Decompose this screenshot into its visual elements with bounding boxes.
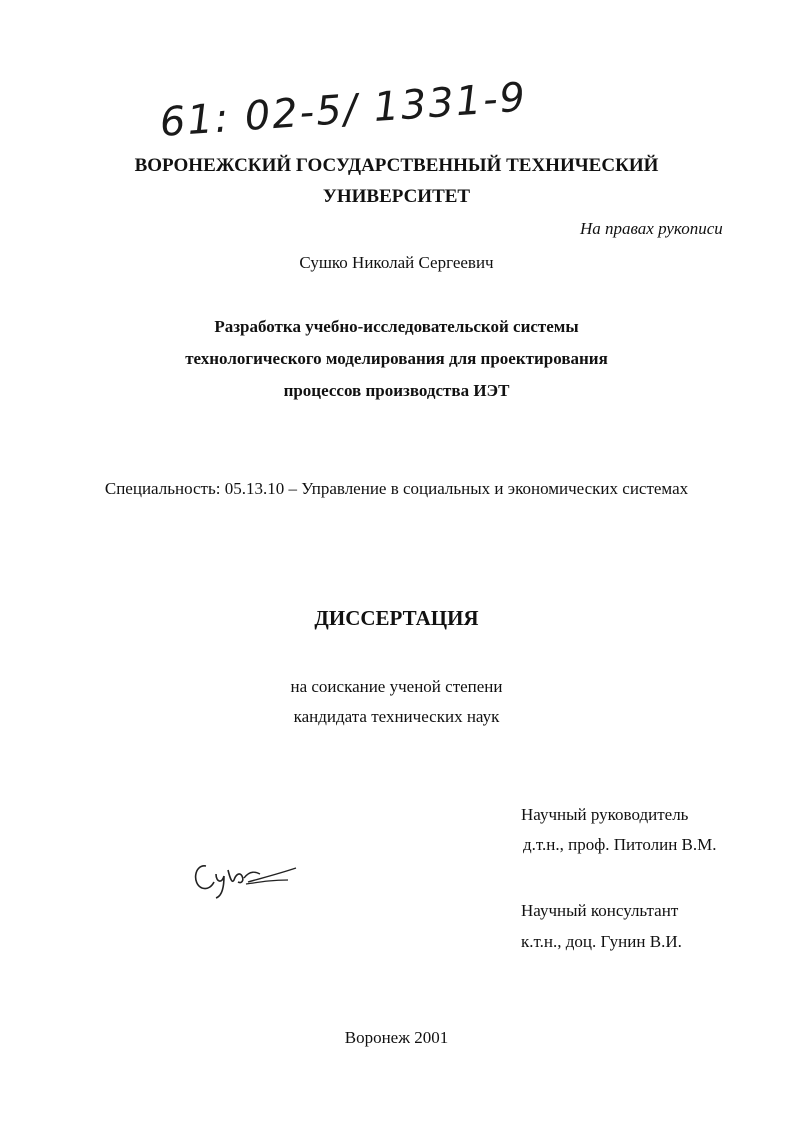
document-type: ДИССЕРТАЦИЯ [314,606,479,630]
degree-line: на соискание ученой степени [290,677,503,696]
specialty: Специальность: 05.13.10 – Управление в социальных и экономических системах [104,479,689,498]
university-name-line1: ВОРОНЕЖСКИЙ ГОСУДАРСТВЕННЫЙ ТЕХНИЧЕСКИЙ [134,155,659,176]
title-line: Разработка учебно-исследовательской системы [214,317,579,336]
consultant-role: Научный консультант [521,901,679,920]
archive-number-handwritten: 61: 02-5/ 1331-9 [158,74,529,146]
manuscript-note: На правах рукописи [580,219,723,238]
title-line: процессов производства ИЭТ [283,381,510,400]
title-line: технологического моделирования для проектирования [185,349,608,368]
supervisor-role: Научный руководитель [521,805,689,824]
university-name-line2: УНИВЕРСИТЕТ [322,186,471,207]
signature-graphic [188,852,308,902]
degree-line: кандидата технических наук [293,707,500,726]
city-year: Воронеж 2001 [344,1028,449,1047]
supervisor-name: д.т.н., проф. Питолин В.М. [523,835,717,854]
consultant-name: к.т.н., доц. Гунин В.И. [521,932,682,951]
author-name: Сушко Николай Сергеевич [299,253,494,272]
